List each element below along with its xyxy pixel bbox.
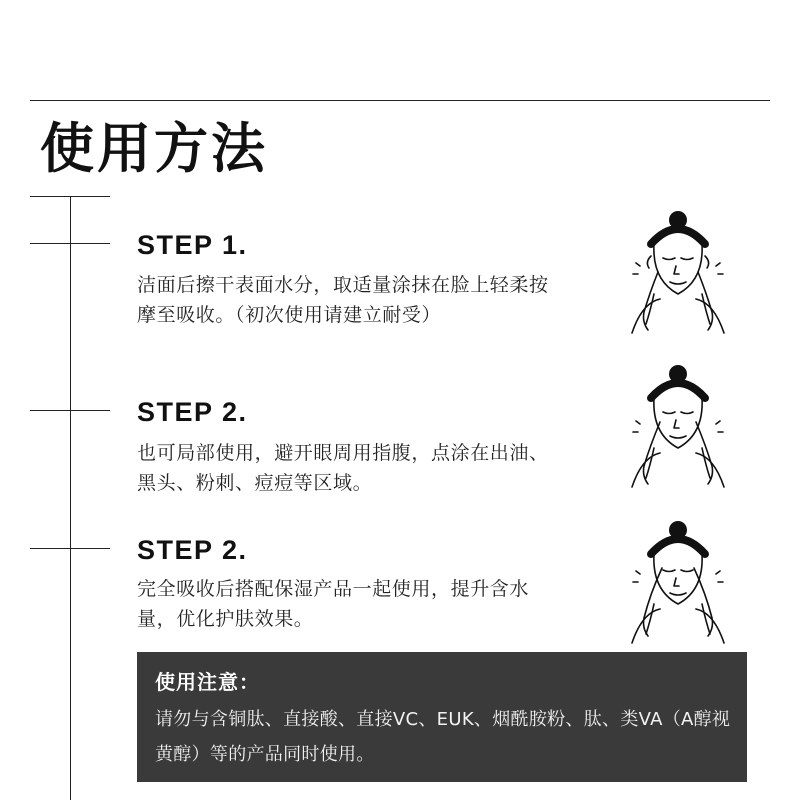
notice-title: 使用注意： — [155, 670, 260, 694]
step-3-illustration — [618, 518, 738, 648]
woman-face-massage-icon — [618, 518, 738, 648]
step-2-tick — [30, 410, 110, 411]
woman-face-massage-icon — [618, 208, 738, 338]
step-2-title: STEP 2. — [137, 397, 248, 427]
step-3-tick — [30, 548, 110, 549]
step-2-description: 也可局部使用，避开眼周用指腹，点涂在出油、黑头、粉刺、痘痘等区域。 — [137, 442, 549, 494]
step-1-title: STEP 1. — [137, 230, 248, 260]
step-1-description: 洁面后擦干表面水分，取适量涂抹在脸上轻柔按摩至吸收。（初次使用请建立耐受） — [137, 274, 549, 326]
step-3-title: STEP 2. — [137, 535, 248, 565]
step-2-illustration — [618, 362, 738, 492]
woman-face-massage-icon — [618, 362, 738, 492]
notice-text: 请勿与含铜肽、直接酸、直接VC、EUK、烟酰胺粉、肽、类VA（A醇视黄醇）等的产品同时使用。 — [155, 709, 731, 765]
top-divider — [30, 100, 770, 101]
step-3-description: 完全吸收后搭配保湿产品一起使用，提升含水量，优化护肤效果。 — [137, 578, 530, 630]
step-1-tick — [30, 243, 110, 244]
page-title: 使用方法 — [40, 117, 268, 180]
step-1-illustration — [618, 208, 738, 338]
timeline-line — [70, 196, 71, 800]
usage-notice-box — [137, 652, 747, 782]
